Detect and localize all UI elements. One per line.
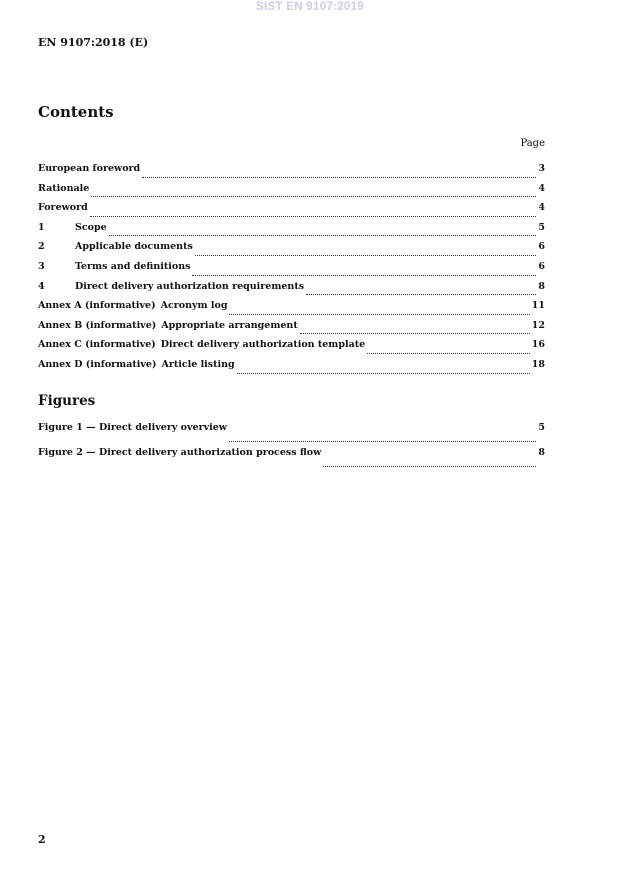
dot-leader xyxy=(367,352,530,354)
dot-leader xyxy=(300,332,530,334)
dot-leader xyxy=(237,372,530,374)
dot-leader xyxy=(229,313,529,315)
toc-entry-number: 1 xyxy=(38,221,45,233)
toc-entry-title: Applicable documents xyxy=(75,241,193,253)
toc-entry-title: Direct delivery authorization template xyxy=(160,339,366,351)
toc-entry-title: Appropriate arrangement xyxy=(161,319,298,331)
toc-entry-page: 8 xyxy=(538,280,545,292)
dot-leader xyxy=(229,440,536,442)
toc-entry-annex-label: Annex B (informative) xyxy=(38,319,157,331)
toc-entry-number: 2 xyxy=(38,241,45,253)
document-id: EN 9107:2018 (E) xyxy=(38,36,149,49)
toc-entry-annex-label: Annex C (informative) xyxy=(38,339,156,351)
toc-entry-number: 4 xyxy=(38,280,45,292)
toc-entry-number: 3 xyxy=(38,260,45,272)
dot-leader xyxy=(109,234,537,236)
list-of-figures xyxy=(38,422,545,472)
toc-entry-page: 12 xyxy=(531,319,545,331)
figure-entry-title: Figure 2 — Direct delivery authorization process flow xyxy=(38,447,322,458)
toc-entry-annex-b[interactable] xyxy=(38,320,545,340)
toc-entry-page: 16 xyxy=(531,339,545,351)
figure-entry-2[interactable] xyxy=(38,447,545,472)
toc-entry-scope[interactable] xyxy=(38,222,545,242)
toc-entry-rationale[interactable] xyxy=(38,183,545,203)
toc-entry-title: Direct delivery authorization requirements xyxy=(75,280,305,292)
toc-entry-title: Terms and definitions xyxy=(75,260,191,272)
toc-entry-page: 11 xyxy=(531,300,545,312)
dot-leader xyxy=(90,215,537,217)
toc-entry-applicable-documents[interactable] xyxy=(38,241,545,261)
table-of-contents xyxy=(38,163,545,379)
toc-entry-terms-and-definitions[interactable] xyxy=(38,261,545,281)
dot-leader xyxy=(91,195,536,197)
page-number: 2 xyxy=(38,833,46,846)
toc-entry-page: 6 xyxy=(538,260,545,272)
watermark: SIST EN 9107:2019 xyxy=(255,1,365,13)
toc-entry-european-foreword[interactable] xyxy=(38,163,545,183)
toc-entry-requirements[interactable] xyxy=(38,281,545,301)
toc-entry-page: 4 xyxy=(538,182,545,194)
toc-entry-title: Foreword xyxy=(38,202,88,214)
figure-entry-page: 8 xyxy=(538,447,545,458)
figures-heading: Figures xyxy=(38,393,96,409)
toc-entry-page: 6 xyxy=(538,241,545,253)
dot-leader xyxy=(306,293,536,295)
toc-entry-title: Article listing xyxy=(161,358,235,370)
toc-entry-page: 4 xyxy=(538,202,545,214)
toc-entry-title: Rationale xyxy=(38,182,90,194)
toc-entry-annex-a[interactable] xyxy=(38,300,545,320)
toc-entry-foreword[interactable] xyxy=(38,202,545,222)
toc-entry-page: 3 xyxy=(538,163,545,174)
figure-entry-page: 5 xyxy=(538,422,545,433)
toc-entry-annex-c[interactable] xyxy=(38,339,545,359)
toc-entry-annex-d[interactable] xyxy=(38,359,545,379)
dot-leader xyxy=(195,254,537,256)
toc-entry-title: European foreword xyxy=(38,163,141,174)
figure-entry-title: Figure 1 — Direct delivery overview xyxy=(38,422,227,433)
dot-leader xyxy=(323,465,536,467)
dot-leader xyxy=(192,274,536,276)
page-column-label: Page xyxy=(520,138,545,149)
toc-entry-page: 5 xyxy=(538,221,545,233)
dot-leader xyxy=(142,176,536,178)
toc-entry-title: Scope xyxy=(75,221,107,233)
toc-entry-annex-label: Annex D (informative) xyxy=(38,358,157,370)
contents-heading: Contents xyxy=(38,103,114,121)
toc-entry-title: Acronym log xyxy=(160,300,228,312)
toc-entry-page: 18 xyxy=(531,358,545,370)
figure-entry-1[interactable] xyxy=(38,422,545,447)
toc-entry-annex-label: Annex A (informative) xyxy=(38,300,156,312)
